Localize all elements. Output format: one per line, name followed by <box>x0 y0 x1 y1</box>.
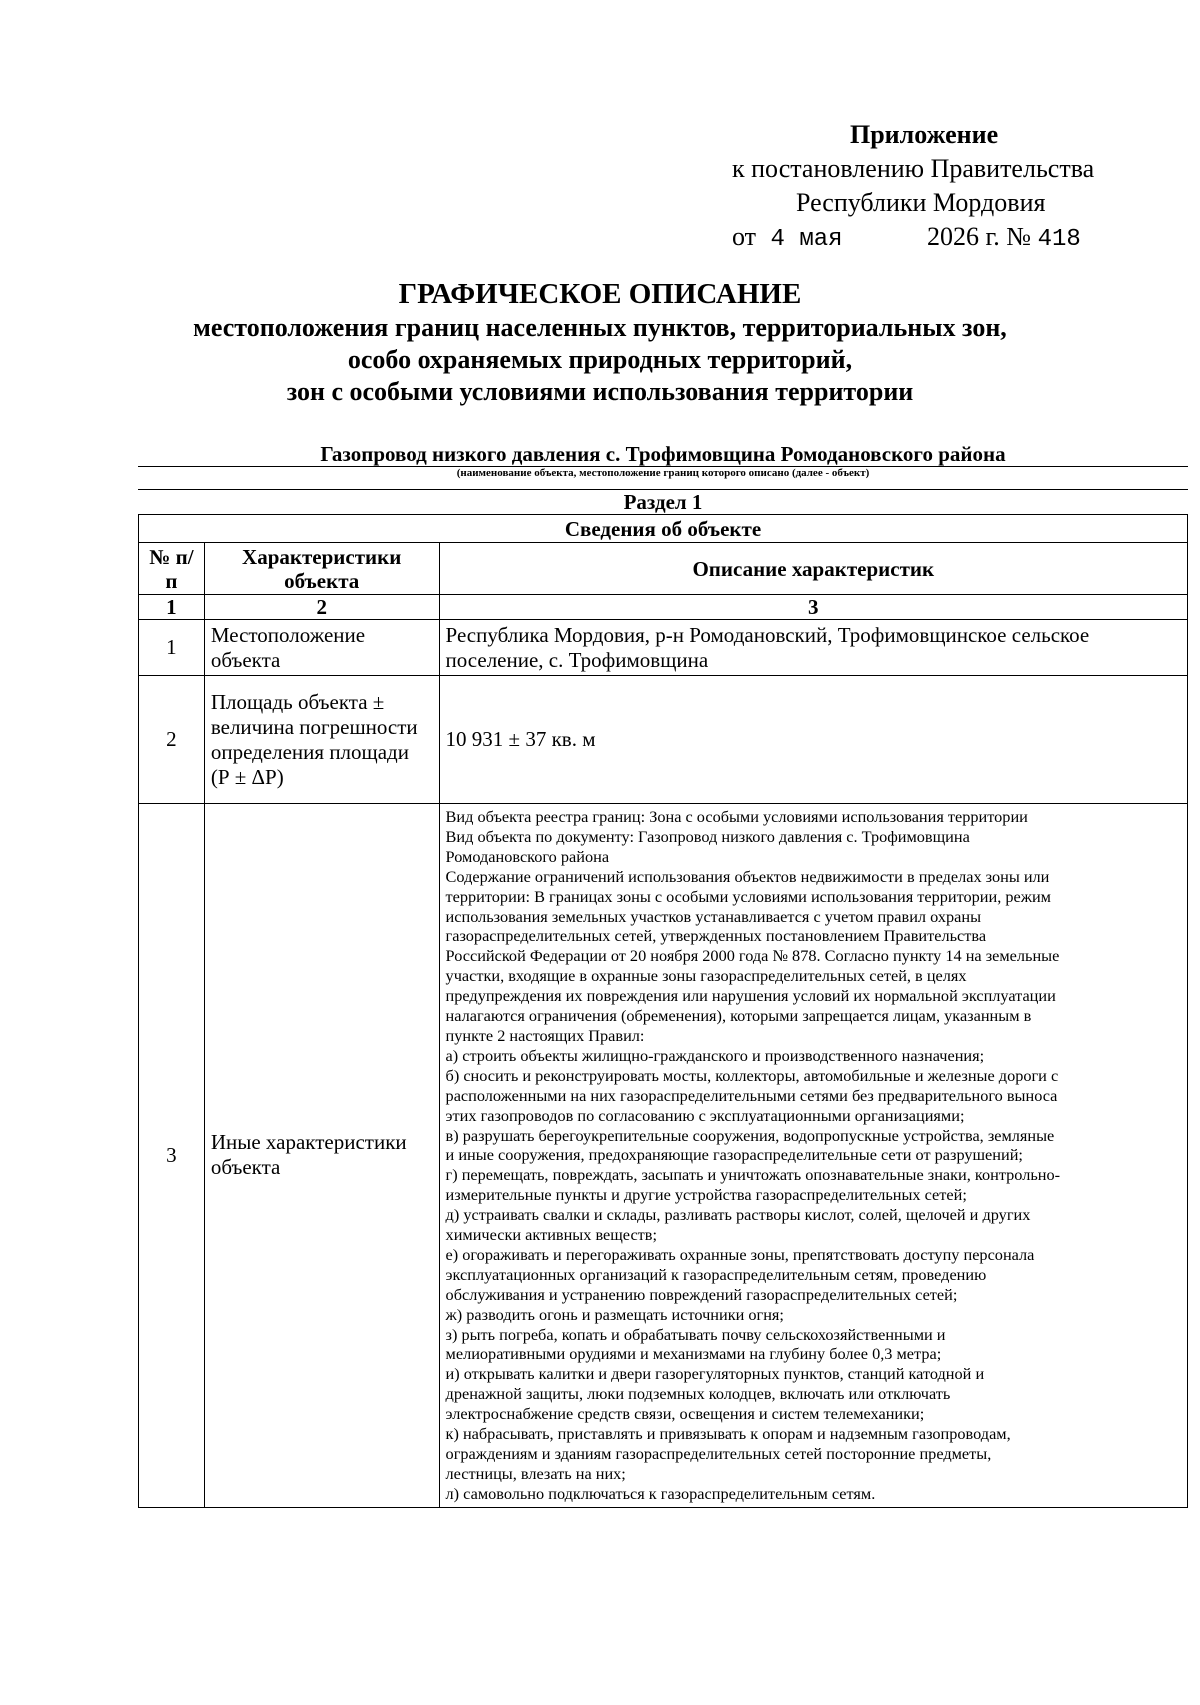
section-title: Раздел 1 <box>623 490 703 514</box>
appendix-title: Приложение <box>850 120 999 149</box>
document-subtitle-line-2: особо охраняемых природных территорий, <box>347 345 853 374</box>
document-subtitle-line-1: местоположения границ населенных пунктов, территориальных зон, <box>193 313 1007 342</box>
decree-number: 418 <box>1037 226 1081 253</box>
restriction-line: предупреждения их повреждения или нарушения условий их нормальной эксплуатации <box>445 986 1056 1006</box>
restriction-line: расположенными на них газораспределительными сетями без предварительного выноса <box>445 1085 1058 1105</box>
restriction-line: л) самовольно подключаться к газораспределительным сетям. <box>445 1483 876 1503</box>
document-title-block <box>0 276 1200 408</box>
table-caption-row <box>139 515 1188 543</box>
restriction-line: использования земельных участков устанавливается с учетом правил охраны <box>445 906 982 926</box>
restriction-line: к) набрасывать, приставлять и привязывать к опорам и надземным газопроводам, <box>445 1424 1011 1444</box>
table-row <box>139 804 1188 1508</box>
appendix-date-line <box>732 220 1140 257</box>
row-number: 3 <box>139 804 205 1508</box>
table-row <box>139 620 1188 676</box>
restriction-line: обслуживания и устранению повреждений газораспределительных сетей; <box>445 1284 958 1304</box>
appendix-line-2: Республики Мордовия <box>796 188 1046 217</box>
appendix-block <box>680 118 1140 257</box>
restriction-line: д) устраивать свалки и склады, разливать растворы кислот, солей, щелочей и других <box>445 1205 1031 1225</box>
restriction-line: ж) разводить огонь и размещать источники огня; <box>445 1304 784 1324</box>
restriction-line: лестницы, влезать на них; <box>445 1463 626 1483</box>
row-characteristic: Площадь объекта ± величина погрешности определения площади (Р ± ΔР) <box>204 676 439 804</box>
restriction-line: е) огораживать и перегораживать охранные зоны, препятствовать доступу персонала <box>445 1244 1035 1264</box>
row-description <box>439 804 1187 1508</box>
column-number: 3 <box>439 595 1187 620</box>
restriction-line: дренажной защиты, люки подземных колодцев, включать или отключать <box>445 1384 951 1404</box>
restriction-line: а) строить объекты жилищно-гражданского и производственного назначения; <box>445 1045 985 1065</box>
row-characteristic: Иные характеристики объекта <box>204 804 439 1508</box>
document-subtitle-line-3: зон с особыми условиями использования территории <box>286 377 914 406</box>
column-number: 1 <box>139 595 205 620</box>
row-description: Республика Мордовия, р-н Ромодановский, Трофимовщинское сельское поселение, с. Трофимовщина <box>439 620 1187 676</box>
restriction-line: эксплуатационных организаций к газораспределительным сетям, проведению <box>445 1264 987 1284</box>
restriction-line: г) перемещать, повреждать, засыпать и уничтожать опознавательные знаки, контрольно- <box>445 1165 1061 1185</box>
header-num: № п/п <box>139 543 205 595</box>
column-number-row <box>139 595 1188 620</box>
restriction-line: в) разрушать берегоукрепительные сооружения, водопропускные устройства, земляные <box>445 1125 1055 1145</box>
restriction-line: измерительные пункты и другие устройства газораспределительных сетей; <box>445 1185 967 1205</box>
restriction-line: з) рыть погреба, копать и обрабатывать почву сельскохозяйственными и <box>445 1324 946 1344</box>
restriction-line: газораспределительных сетей, утвержденных постановлением Правительства <box>445 926 987 946</box>
date-day-month: 4 мая <box>770 226 843 253</box>
restrictions-text <box>446 807 1181 1504</box>
restriction-line: Российской Федерации от 20 ноября 2000 года № 878. Согласно пункту 14 на земельные <box>445 946 1060 966</box>
restriction-line: участки, входящие в охранные зоны газораспределительных сетей, в целях <box>445 966 967 986</box>
row-number: 1 <box>139 620 205 676</box>
row-characteristic: Местоположение объекта <box>204 620 439 676</box>
object-name: Газопровод низкого давления с. Трофимовщина Ромодановского района <box>320 442 1006 466</box>
appendix-line-1: к постановлению Правительства <box>732 154 1095 183</box>
row-description: 10 931 ± 37 кв. м <box>439 676 1187 804</box>
object-name-note: (наименование объекта, местоположение границ которого описано (далее - объект) <box>456 467 870 479</box>
table-caption: Сведения об объекте <box>139 515 1188 543</box>
restriction-line: б) сносить и реконструировать мосты, коллекторы, автомобильные и железные дороги с <box>445 1065 1059 1085</box>
restriction-line: электроснабжение средств связи, освещения и систем телемеханики; <box>445 1404 925 1424</box>
restriction-line: Ромодановского района <box>445 846 610 866</box>
restriction-line: ограждениям и зданиям газораспределительных сетей посторонние предметы, <box>445 1444 992 1463</box>
table-row <box>139 676 1188 804</box>
restriction-line: и) открывать калитки и двери газорегуляторных пунктов, станций катодной и <box>445 1364 985 1384</box>
column-number: 2 <box>204 595 439 620</box>
document-title: ГРАФИЧЕСКОЕ ОПИСАНИЕ <box>398 278 802 310</box>
restriction-line: налагаются ограничения (обременения), которыми запрещается лицам, указанным в <box>445 1006 1032 1026</box>
row-number: 2 <box>139 676 205 804</box>
restriction-line: Содержание ограничений использования объектов недвижимости в пределах зоны или <box>445 866 1050 886</box>
object-info-table <box>138 514 1188 1508</box>
header-description: Описание характеристик <box>439 543 1187 595</box>
restriction-line: пункте 2 настоящих Правил: <box>445 1025 645 1045</box>
restriction-line: территории: В границах зоны с особыми условиями использования территории, режим <box>445 886 1051 906</box>
restriction-line: Вид объекта реестра границ: Зона с особыми условиями использования территории <box>445 807 1028 826</box>
date-prefix: от <box>732 222 757 251</box>
header-characteristic: Характеристики объекта <box>204 543 439 595</box>
date-year: 2026 г. № <box>927 222 1032 251</box>
restriction-line: и иные сооружения, предохраняющие газораспределительные сети от разрушений; <box>445 1145 1023 1165</box>
restriction-line: химически активных веществ; <box>445 1225 657 1245</box>
restriction-line: Вид объекта по документу: Газопровод низкого давления с. Трофимовщина <box>445 826 970 846</box>
restriction-line: мелиоративными орудиями и механизмами на глубину более 0,3 метра; <box>445 1344 942 1364</box>
table-header-row <box>139 543 1188 595</box>
restriction-line: этих газопроводов по согласованию с эксплуатационными организациями; <box>445 1105 965 1125</box>
